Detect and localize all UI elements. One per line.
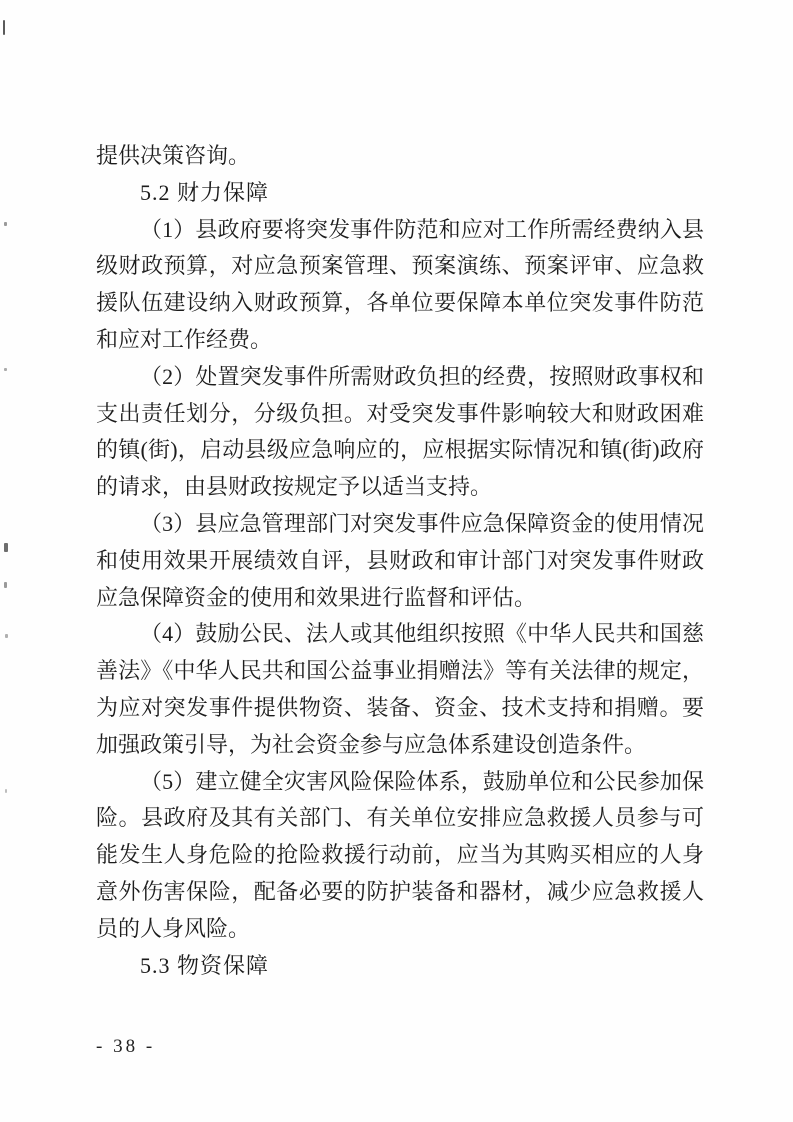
scan-speck [4, 582, 7, 588]
section-heading-5-2: 5.2 财力保障 [140, 179, 270, 205]
scan-speck [4, 543, 8, 552]
paragraph-intro-continuation: 提供决策咨询。 [96, 143, 251, 168]
scan-speck [4, 368, 7, 371]
scan-speck [5, 789, 7, 793]
paragraph-funding-2: （2）处置突发事件所需财政负担的经费，按照财政事权和支出责任划分，分级负担。对受突发事件影响较大和财政困难的镇(街)，启动县级应急响应的，应根据实际情况和镇(街)政府的请求，由县财政按规定予以适当支持。 [96, 363, 704, 500]
scan-speck [4, 222, 7, 226]
section-heading-5-3: 5.3 物资保障 [140, 952, 270, 978]
paragraph-funding-4: （4）鼓励公民、法人或其他组织按照《中华人民共和国慈善法》《中华人民共和国公益事业捐赠法》等有关法律的规定，为应对突发事件提供物资、装备、资金、技术支持和捐赠。要加强政策引导，为社会资金参与应急体系建设创造条件。 [96, 621, 704, 757]
scan-speck [3, 20, 5, 35]
document-content [96, 138, 704, 984]
scan-speck [5, 634, 8, 638]
paragraph-funding-3: （3）县应急管理部门对突发事件应急保障资金的使用情况和使用效果开展绩效自评，县财政和审计部门对突发事件财政应急保障资金的使用和效果进行监督和评估。 [96, 510, 704, 610]
paragraph-funding-1: （1）县政府要将突发事件防范和应对工作所需经费纳入县级财政预算，对应急预案管理、预案演练、预案评审、应急救援队伍建设纳入财政预算，各单位要保障本单位突发事件防范和应对工作经费。 [96, 216, 704, 352]
page-number: - 38 - [96, 1036, 156, 1057]
paragraph-funding-5: （5）建立健全灾害风险保险体系，鼓励单位和公民参加保险。县政府及其有关部门、有关单位安排应急救援人员参与可能发生人身危险的抢险救援行动前，应当为其购买相应的人身意外伤害保险，配备必要的防护装备和器材，减少应急救援人员的人身风险。 [96, 768, 704, 941]
